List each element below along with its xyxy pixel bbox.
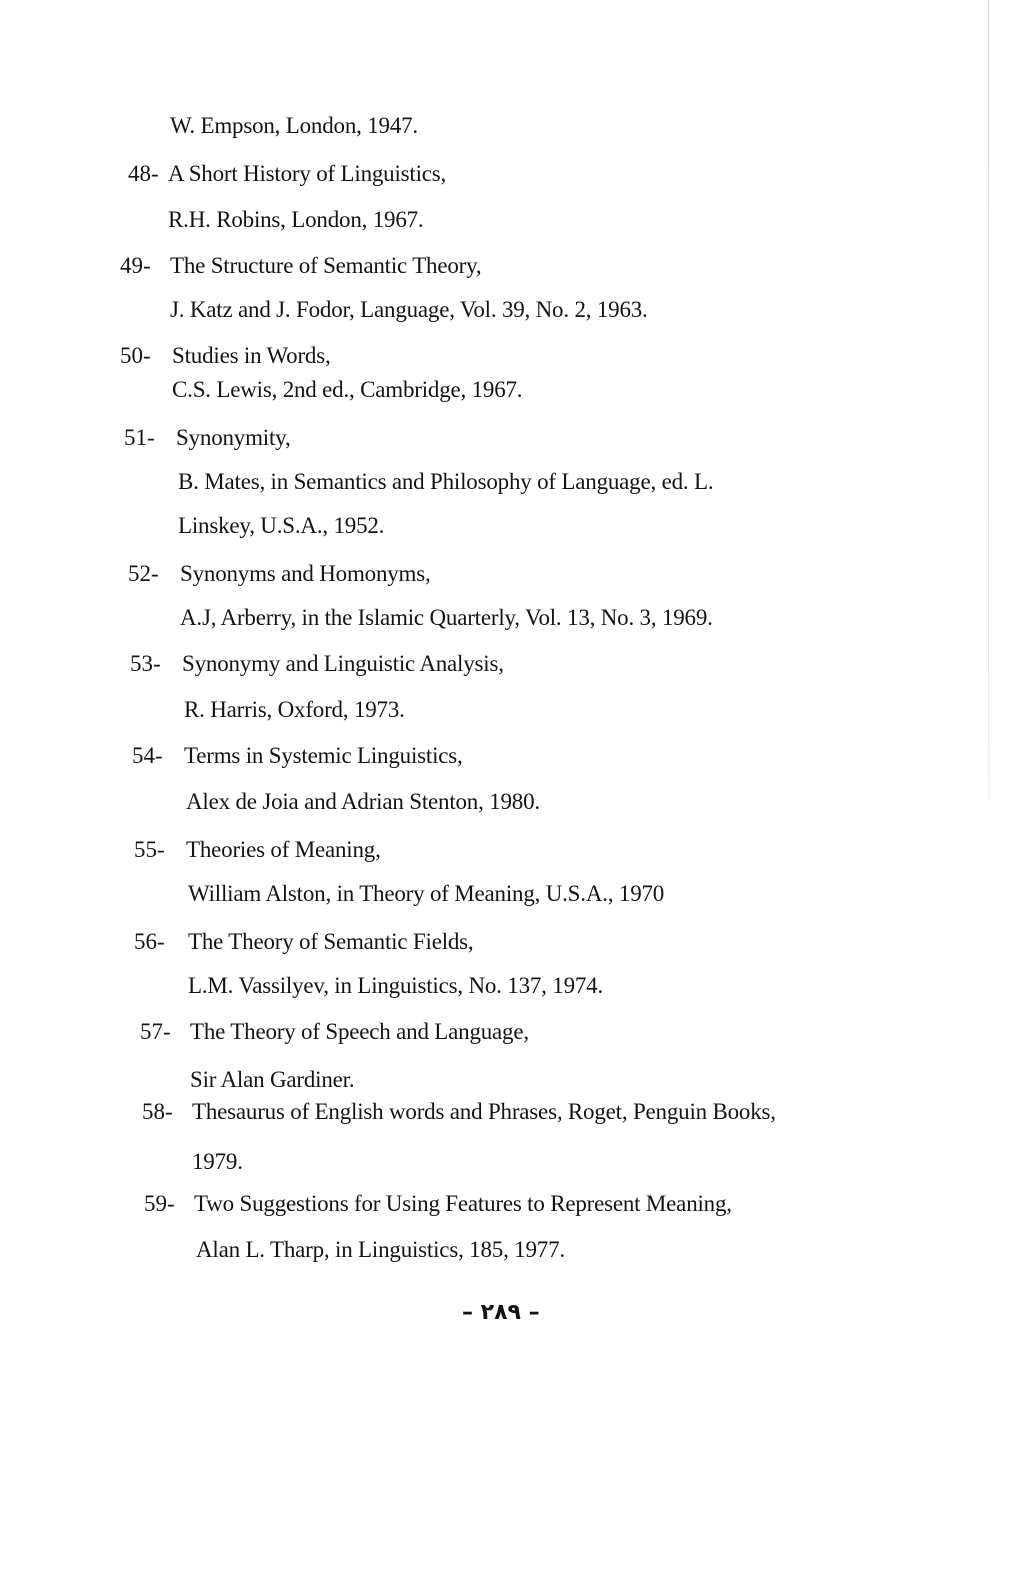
reference-number: 50- (120, 343, 151, 368)
reference-title: Synonymy and Linguistic Analysis, (182, 651, 504, 676)
reference-detail: Sir Alan Gardiner. (190, 1067, 355, 1092)
reference-number: 54- (132, 743, 163, 768)
reference-detail: William Alston, in Theory of Meaning, U.S.A., 1970 (188, 881, 665, 906)
page-edge-line (988, 0, 989, 800)
reference-detail: B. Mates, in Semantics and Philosophy of Language, ed. L. (178, 469, 714, 494)
reference-title: Two Suggestions for Using Features to Represent Meaning, (194, 1191, 732, 1216)
reference-detail: C.S. Lewis, 2nd ed., Cambridge, 1967. (172, 377, 523, 402)
reference-detail: Alex de Joia and Adrian Stenton, 1980. (186, 789, 540, 814)
reference-number: 53- (130, 651, 161, 676)
reference-detail: Linskey, U.S.A., 1952. (178, 513, 385, 538)
reference-detail: L.M. Vassilyev, in Linguistics, No. 137, 1974. (188, 973, 604, 998)
reference-detail: W. Empson, London, 1947. (170, 113, 418, 138)
reference-title: The Theory of Semantic Fields, (188, 929, 474, 954)
reference-number: 57- (140, 1019, 171, 1044)
reference-detail: Alan L. Tharp, in Linguistics, 185, 1977. (196, 1237, 565, 1262)
reference-detail: 1979. (192, 1149, 243, 1174)
reference-title: Synonymity, (176, 425, 291, 450)
reference-number: 55- (134, 837, 165, 862)
reference-number: 48- (128, 161, 159, 186)
reference-title: Theories of Meaning, (186, 837, 381, 862)
reference-number: 51- (124, 425, 155, 450)
reference-number: 56- (134, 929, 165, 954)
reference-number: 49- (120, 253, 151, 278)
reference-title: Thesaurus of English words and Phrases, Roget, Penguin Books, (192, 1099, 776, 1124)
page-number: – ٢٨٩ – (462, 1300, 540, 1325)
reference-number: 59- (144, 1191, 175, 1216)
reference-title: Terms in Systemic Linguistics, (184, 743, 463, 768)
reference-title: The Theory of Speech and Language, (190, 1019, 529, 1044)
reference-detail: R.H. Robins, London, 1967. (168, 207, 424, 232)
reference-title: Studies in Words, (172, 343, 331, 368)
reference-title: The Structure of Semantic Theory, (170, 253, 482, 278)
reference-title: Synonyms and Homonyms, (180, 561, 431, 586)
reference-title: A Short History of Linguistics, (168, 161, 447, 186)
reference-number: 52- (128, 561, 159, 586)
reference-detail: R. Harris, Oxford, 1973. (184, 697, 405, 722)
reference-detail: J. Katz and J. Fodor, Language, Vol. 39, No. 2, 1963. (170, 297, 648, 322)
reference-number: 58- (142, 1099, 173, 1124)
reference-detail: A.J, Arberry, in the Islamic Quarterly, Vol. 13, No. 3, 1969. (180, 605, 713, 630)
